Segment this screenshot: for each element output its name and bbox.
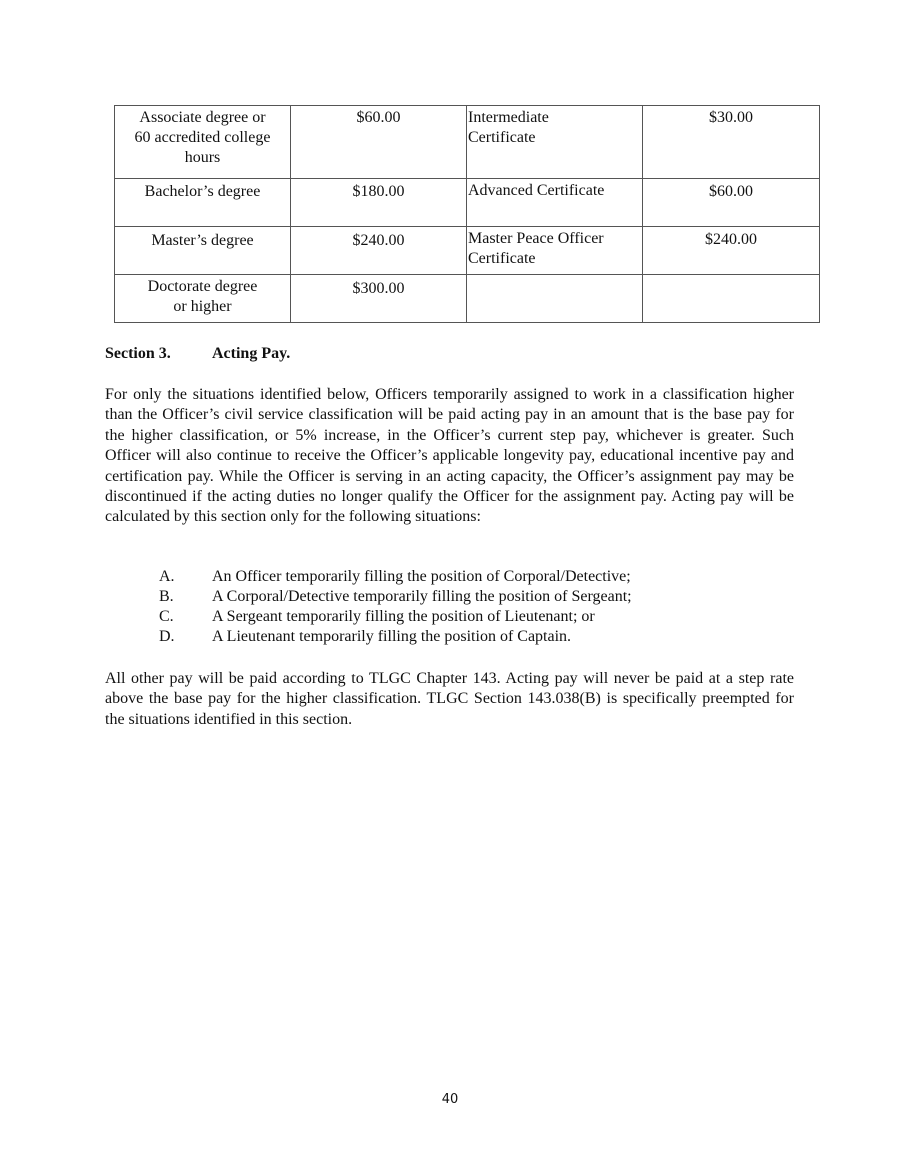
certificate-cell — [467, 275, 643, 323]
certificate-cell: Master Peace Officer Certificate — [467, 227, 643, 275]
list-item — [159, 587, 632, 607]
education-pay-cell: $300.00 — [291, 275, 467, 323]
section-heading — [105, 344, 290, 364]
section-paragraph: All other pay will be paid according to TLGC Chapter 143. Acting pay will never be paid at a step rate above the base pay for the higher classification. TLGC Section 143.038(B) is specifically preempted for the situations identified in this section. — [105, 670, 794, 728]
education-cell: Bachelor’s degree — [115, 179, 291, 227]
table-row — [115, 106, 820, 179]
education-cell: Master’s degree — [115, 227, 291, 275]
page-number: 40 — [441, 1092, 459, 1107]
list-marker: C. — [159, 608, 174, 625]
list-item-text: A Corporal/Detective temporarily filling the position of Sergeant; — [212, 588, 632, 605]
certificate-cell: Intermediate Certificate — [467, 106, 643, 179]
list-marker: B. — [159, 588, 174, 605]
table-row — [115, 275, 820, 323]
section-number: Section 3. — [105, 345, 171, 362]
education-pay-cell: $60.00 — [291, 106, 467, 179]
education-pay-cell: $180.00 — [291, 179, 467, 227]
education-cell: Doctorate degree or higher — [115, 275, 291, 323]
table-row — [115, 179, 820, 227]
list-item — [159, 627, 632, 647]
section-title: Acting Pay. — [212, 345, 291, 362]
situation-list — [159, 567, 632, 647]
list-item-text: A Sergeant temporarily filling the position of Lieutenant; or — [212, 608, 595, 625]
list-marker: D. — [159, 628, 175, 645]
incentive-pay-table — [114, 105, 820, 323]
list-item — [159, 567, 632, 587]
certificate-pay-cell: $60.00 — [643, 179, 820, 227]
list-item-text: An Officer temporarily filling the position of Corporal/Detective; — [212, 568, 631, 585]
table-row — [115, 227, 820, 275]
certificate-cell: Advanced Certificate — [467, 179, 643, 227]
certificate-pay-cell: $240.00 — [643, 227, 820, 275]
certificate-pay-cell: $30.00 — [643, 106, 820, 179]
section-paragraph: For only the situations identified below, Officers temporarily assigned to work in a classification higher than the Officer’s civil service classification will be paid acting pay in an amount that is the base pay for the higher classification, or 5% increase, in the Officer’s current step pay, whichever is greater. Such Officer will also continue to receive the Officer’s applicable longevity pay, educational incentive pay and certification pay. While the Officer is serving in an acting capacity, the Officer’s assignment pay may be discontinued if the acting duties no longer qualify the Officer for the assignment pay. Acting pay will be calculated by this section only for the following situations: — [105, 386, 794, 526]
list-item — [159, 607, 632, 627]
list-marker: A. — [159, 568, 175, 585]
certificate-pay-cell — [643, 275, 820, 323]
list-item-text: A Lieutenant temporarily filling the position of Captain. — [212, 628, 572, 645]
education-cell: Associate degree or 60 accredited college hours — [115, 106, 291, 179]
education-pay-cell: $240.00 — [291, 227, 467, 275]
